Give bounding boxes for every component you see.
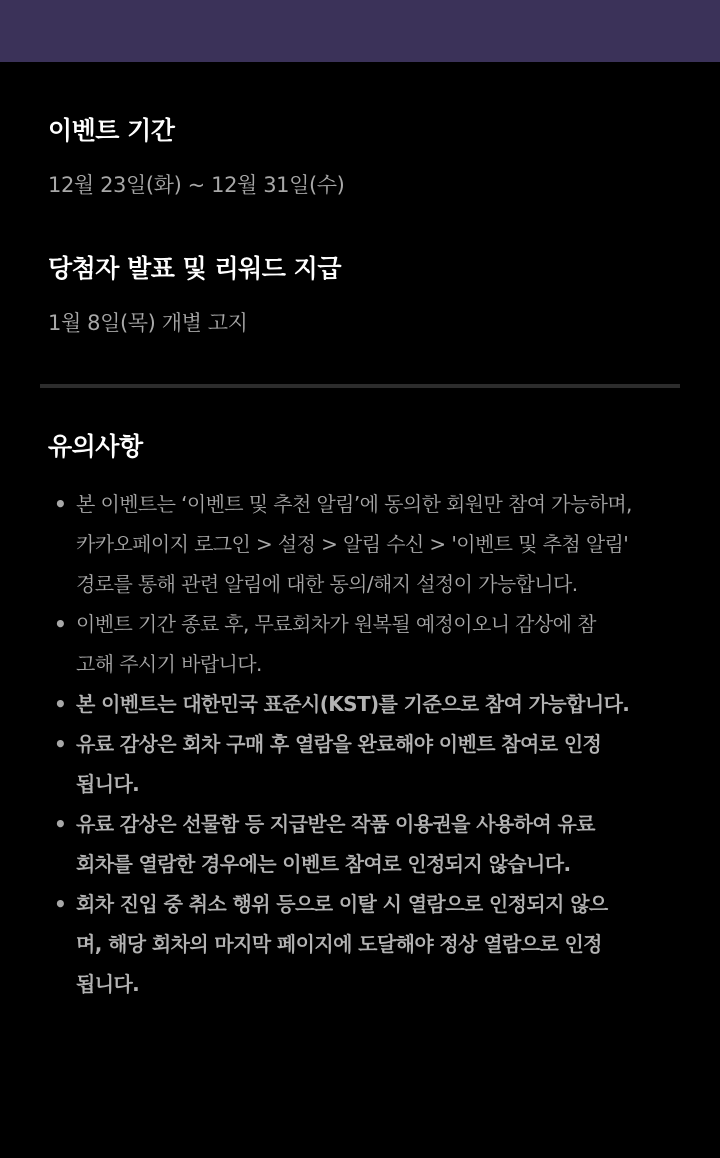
bullet-icon: •: [54, 892, 67, 916]
bullet-icon: •: [54, 612, 67, 636]
bullet-icon: •: [54, 692, 67, 716]
notice-line: 회차 진입 중 취소 행위 등으로 이탈 시 열람으로 인정되지 않으: [76, 892, 608, 916]
notices-section: [48, 430, 678, 464]
section-divider: [40, 384, 680, 388]
notice-item-2: [48, 604, 672, 684]
notice-line: 됩니다.: [76, 772, 140, 796]
notice-line: 유료 감상은 회차 구매 후 열람을 완료해야 이벤트 참여로 인정: [76, 732, 602, 756]
bullet-icon: •: [54, 732, 67, 756]
notice-line: 카카오페이지 로그인 > 설정 > 알림 수신 > '이벤트 및 추첨 알림': [76, 532, 629, 556]
notice-line: 회차를 열람한 경우에는 이벤트 참여로 인정되지 않습니다.: [76, 852, 571, 876]
notice-item-6: [48, 884, 672, 1004]
notice-line: 유료 감상은 선물함 등 지급받은 작품 이용권을 사용하여 유료: [76, 812, 595, 836]
bullet-icon: •: [54, 492, 67, 516]
bullet-icon: •: [54, 812, 67, 836]
top-app-bar: [0, 0, 720, 62]
event-period-value: 12월 23일(화) ~ 12월 31일(수): [48, 173, 345, 197]
notice-line: 됩니다.: [76, 972, 140, 996]
event-period-title: 이벤트 기간: [48, 116, 175, 145]
winner-announcement-value: 1월 8일(목) 개별 고지: [48, 311, 248, 335]
winner-announcement-title: 당첨자 발표 및 리워드 지급: [48, 254, 341, 283]
notice-item-3: [48, 684, 672, 724]
winner-announcement-section: [48, 252, 678, 338]
notice-item-5: [48, 804, 672, 884]
notice-line: 고해 주시기 바랍니다.: [76, 652, 262, 676]
notice-item-1: [48, 484, 672, 604]
notice-line: 며, 해당 회차의 마지막 페이지에 도달해야 정상 열람으로 인정: [76, 932, 602, 956]
notice-line: 본 이벤트는 대한민국 표준시(KST)를 기준으로 참여 가능합니다.: [76, 692, 630, 716]
notice-item-4: [48, 724, 672, 804]
notice-line: 경로를 통해 관련 알림에 대한 동의/해지 설정이 가능합니다.: [76, 572, 578, 596]
event-period-section: [48, 114, 678, 200]
event-info-content: [0, 62, 720, 1158]
notice-list: [48, 484, 672, 1004]
notice-line: 본 이벤트는 ‘이벤트 및 추천 알림’에 동의한 회원만 참여 가능하며,: [76, 492, 632, 516]
notice-line: 이벤트 기간 종료 후, 무료회차가 원복될 예정이오니 감상에 참: [76, 612, 596, 636]
notices-title: 유의사항: [48, 432, 143, 461]
